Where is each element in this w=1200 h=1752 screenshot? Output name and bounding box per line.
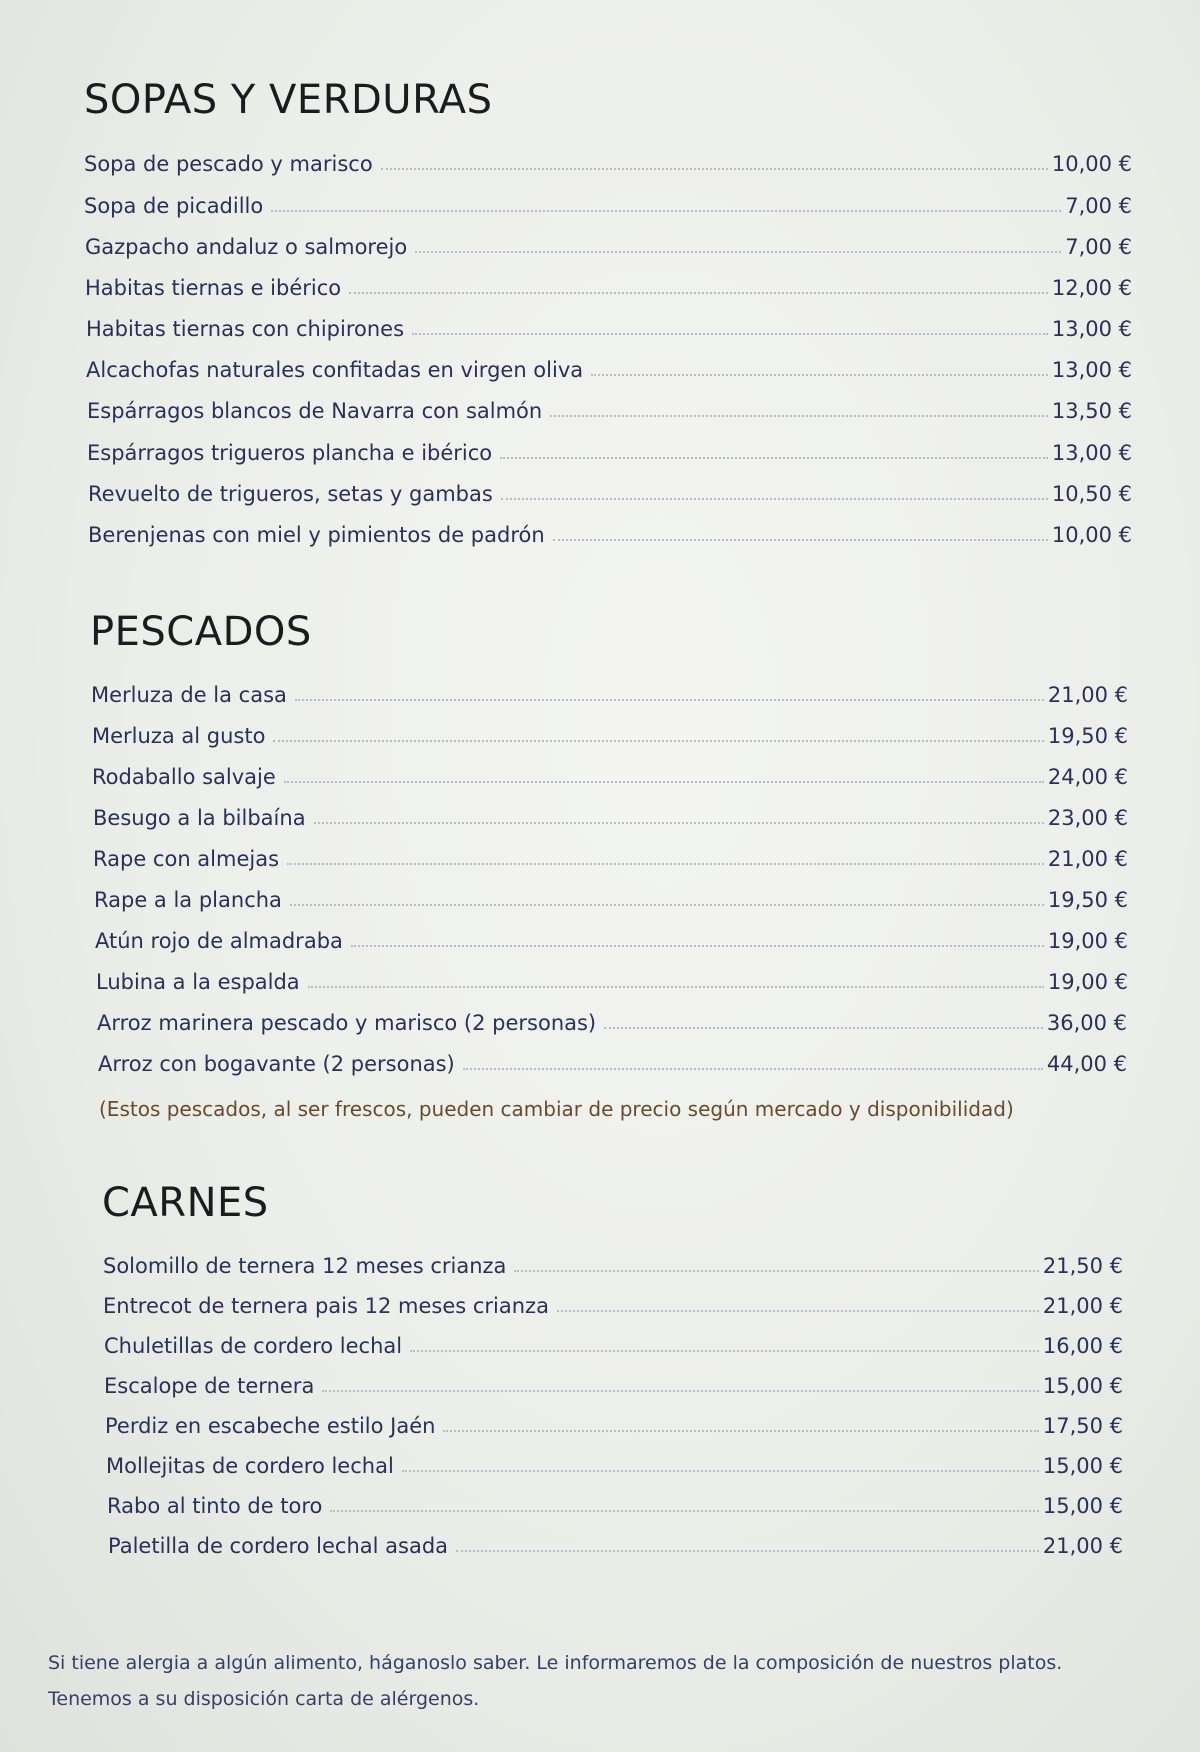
item-price: 36,00 € bbox=[1046, 1011, 1127, 1035]
dot-leader bbox=[349, 292, 1048, 294]
item-name: Lubina a la espalda bbox=[96, 970, 300, 994]
section-title-sopas: SOPAS Y VERDURAS bbox=[84, 77, 493, 123]
menu-item bbox=[91, 677, 1128, 707]
item-name: Merluza al gusto bbox=[92, 724, 266, 748]
item-name: Alcachofas naturales confitadas en virgen oliva bbox=[86, 358, 584, 382]
menu-item bbox=[93, 800, 1128, 830]
item-name: Perdiz en escabeche estilo Jaén bbox=[105, 1414, 436, 1438]
item-price: 19,50 € bbox=[1047, 724, 1128, 748]
item-name: Atún rojo de almadraba bbox=[95, 929, 343, 953]
allergy-notice-line2: Tenemos a su disposición carta de alérgenos. bbox=[48, 1688, 480, 1710]
item-name: Mollejitas de cordero lechal bbox=[106, 1454, 394, 1478]
dot-leader bbox=[322, 1390, 1039, 1392]
dot-leader bbox=[410, 1350, 1039, 1352]
dot-leader bbox=[550, 415, 1048, 417]
dot-leader bbox=[271, 210, 1061, 212]
item-price: 10,00 € bbox=[1051, 523, 1132, 547]
dot-leader bbox=[557, 1310, 1039, 1312]
dot-leader bbox=[314, 822, 1044, 824]
item-price: 19,00 € bbox=[1047, 970, 1128, 994]
item-name: Espárragos blancos de Navarra con salmón bbox=[87, 399, 543, 423]
menu-item bbox=[94, 882, 1128, 912]
dot-leader bbox=[351, 945, 1044, 947]
item-price: 24,00 € bbox=[1047, 765, 1128, 789]
item-price: 17,50 € bbox=[1042, 1414, 1123, 1438]
item-price: 16,00 € bbox=[1042, 1334, 1123, 1358]
item-name: Solomillo de ternera 12 meses crianza bbox=[103, 1254, 507, 1278]
item-price: 13,00 € bbox=[1051, 441, 1132, 465]
dot-leader bbox=[290, 904, 1044, 906]
item-price: 7,00 € bbox=[1065, 194, 1132, 218]
item-name: Rabo al tinto de toro bbox=[107, 1494, 323, 1518]
item-price: 23,00 € bbox=[1047, 806, 1128, 830]
section-title-carnes: CARNES bbox=[102, 1180, 269, 1226]
dot-leader bbox=[381, 168, 1048, 170]
menu-item bbox=[107, 1488, 1123, 1518]
menu-item bbox=[85, 270, 1132, 300]
item-name: Sopa de picadillo bbox=[84, 194, 264, 218]
menu-item bbox=[98, 1046, 1127, 1076]
section-title-pescados: PESCADOS bbox=[90, 609, 312, 655]
item-name: Rape con almejas bbox=[93, 847, 280, 871]
dot-leader bbox=[463, 1068, 1043, 1070]
item-price: 19,50 € bbox=[1047, 888, 1128, 912]
dot-leader bbox=[415, 251, 1061, 253]
menu-item bbox=[87, 435, 1132, 465]
dot-leader bbox=[500, 457, 1048, 459]
menu-item bbox=[103, 1248, 1123, 1278]
dot-leader bbox=[443, 1430, 1038, 1432]
menu-item bbox=[88, 476, 1132, 506]
item-price: 21,00 € bbox=[1042, 1534, 1123, 1558]
item-name: Arroz marinera pescado y marisco (2 personas) bbox=[97, 1011, 597, 1035]
item-name: Revuelto de trigueros, setas y gambas bbox=[88, 482, 493, 506]
dot-leader bbox=[402, 1470, 1039, 1472]
menu-item bbox=[84, 188, 1132, 218]
dot-leader bbox=[591, 374, 1048, 376]
item-name: Sopa de pescado y marisco bbox=[84, 152, 373, 176]
menu-item bbox=[104, 1328, 1123, 1358]
menu-item bbox=[86, 311, 1132, 341]
menu-item bbox=[93, 841, 1128, 871]
menu-item bbox=[106, 1448, 1123, 1478]
menu-item bbox=[92, 718, 1128, 748]
dot-leader bbox=[514, 1270, 1038, 1272]
dot-leader bbox=[295, 699, 1044, 701]
item-name: Chuletillas de cordero lechal bbox=[104, 1334, 403, 1358]
dot-leader bbox=[284, 781, 1044, 783]
dot-leader bbox=[412, 333, 1048, 335]
item-price: 13,00 € bbox=[1051, 358, 1132, 382]
item-price: 10,00 € bbox=[1051, 152, 1132, 176]
menu-item bbox=[87, 393, 1132, 423]
menu-item bbox=[108, 1528, 1123, 1558]
item-price: 21,00 € bbox=[1047, 683, 1128, 707]
item-price: 12,00 € bbox=[1051, 276, 1132, 300]
item-price: 13,50 € bbox=[1051, 399, 1132, 423]
dot-leader bbox=[273, 740, 1043, 742]
item-name: Berenjenas con miel y pimientos de padrón bbox=[88, 523, 545, 547]
item-name: Rape a la plancha bbox=[94, 888, 282, 912]
item-name: Escalope de ternera bbox=[104, 1374, 315, 1398]
item-name: Habitas tiernas e ibérico bbox=[85, 276, 342, 300]
item-name: Rodaballo salvaje bbox=[92, 765, 276, 789]
item-name: Gazpacho andaluz o salmorejo bbox=[85, 235, 408, 259]
item-price: 21,00 € bbox=[1047, 847, 1128, 871]
item-price: 19,00 € bbox=[1047, 929, 1128, 953]
menu-item bbox=[85, 229, 1132, 259]
item-price: 13,00 € bbox=[1051, 317, 1132, 341]
item-name: Entrecot de ternera pais 12 meses crianza bbox=[103, 1294, 549, 1318]
dot-leader bbox=[553, 539, 1048, 541]
allergy-notice-line1: Si tiene alergia a algún alimento, háganoslo saber. Le informaremos de la composición de nuestros platos. bbox=[48, 1652, 1063, 1674]
menu-item bbox=[96, 964, 1128, 994]
item-name: Arroz con bogavante (2 personas) bbox=[98, 1052, 455, 1076]
menu-item bbox=[97, 1005, 1127, 1035]
price-note: (Estos pescados, al ser frescos, pueden cambiar de precio según mercado y disponibilidad) bbox=[99, 1097, 1014, 1121]
item-price: 21,00 € bbox=[1042, 1294, 1123, 1318]
menu-item bbox=[104, 1368, 1123, 1398]
item-price: 21,50 € bbox=[1042, 1254, 1123, 1278]
menu-item bbox=[105, 1408, 1123, 1438]
item-name: Paletilla de cordero lechal asada bbox=[108, 1534, 449, 1558]
dot-leader bbox=[330, 1510, 1038, 1512]
menu-item bbox=[95, 923, 1128, 953]
item-name: Espárragos trigueros plancha e ibérico bbox=[87, 441, 493, 465]
item-price: 44,00 € bbox=[1046, 1052, 1127, 1076]
item-name: Merluza de la casa bbox=[91, 683, 287, 707]
item-price: 15,00 € bbox=[1042, 1454, 1123, 1478]
dot-leader bbox=[501, 498, 1048, 500]
dot-leader bbox=[287, 863, 1044, 865]
menu-item bbox=[86, 352, 1132, 382]
item-price: 15,00 € bbox=[1042, 1494, 1123, 1518]
menu-item bbox=[103, 1288, 1123, 1318]
item-price: 15,00 € bbox=[1042, 1374, 1123, 1398]
item-name: Habitas tiernas con chipirones bbox=[86, 317, 405, 341]
dot-leader bbox=[604, 1027, 1043, 1029]
item-name: Besugo a la bilbaína bbox=[93, 806, 306, 830]
item-price: 7,00 € bbox=[1065, 235, 1132, 259]
item-price: 10,50 € bbox=[1051, 482, 1132, 506]
menu-item bbox=[92, 759, 1128, 789]
dot-leader bbox=[308, 986, 1044, 988]
menu-item bbox=[84, 146, 1132, 176]
menu-item bbox=[88, 517, 1132, 547]
dot-leader bbox=[456, 1550, 1039, 1552]
